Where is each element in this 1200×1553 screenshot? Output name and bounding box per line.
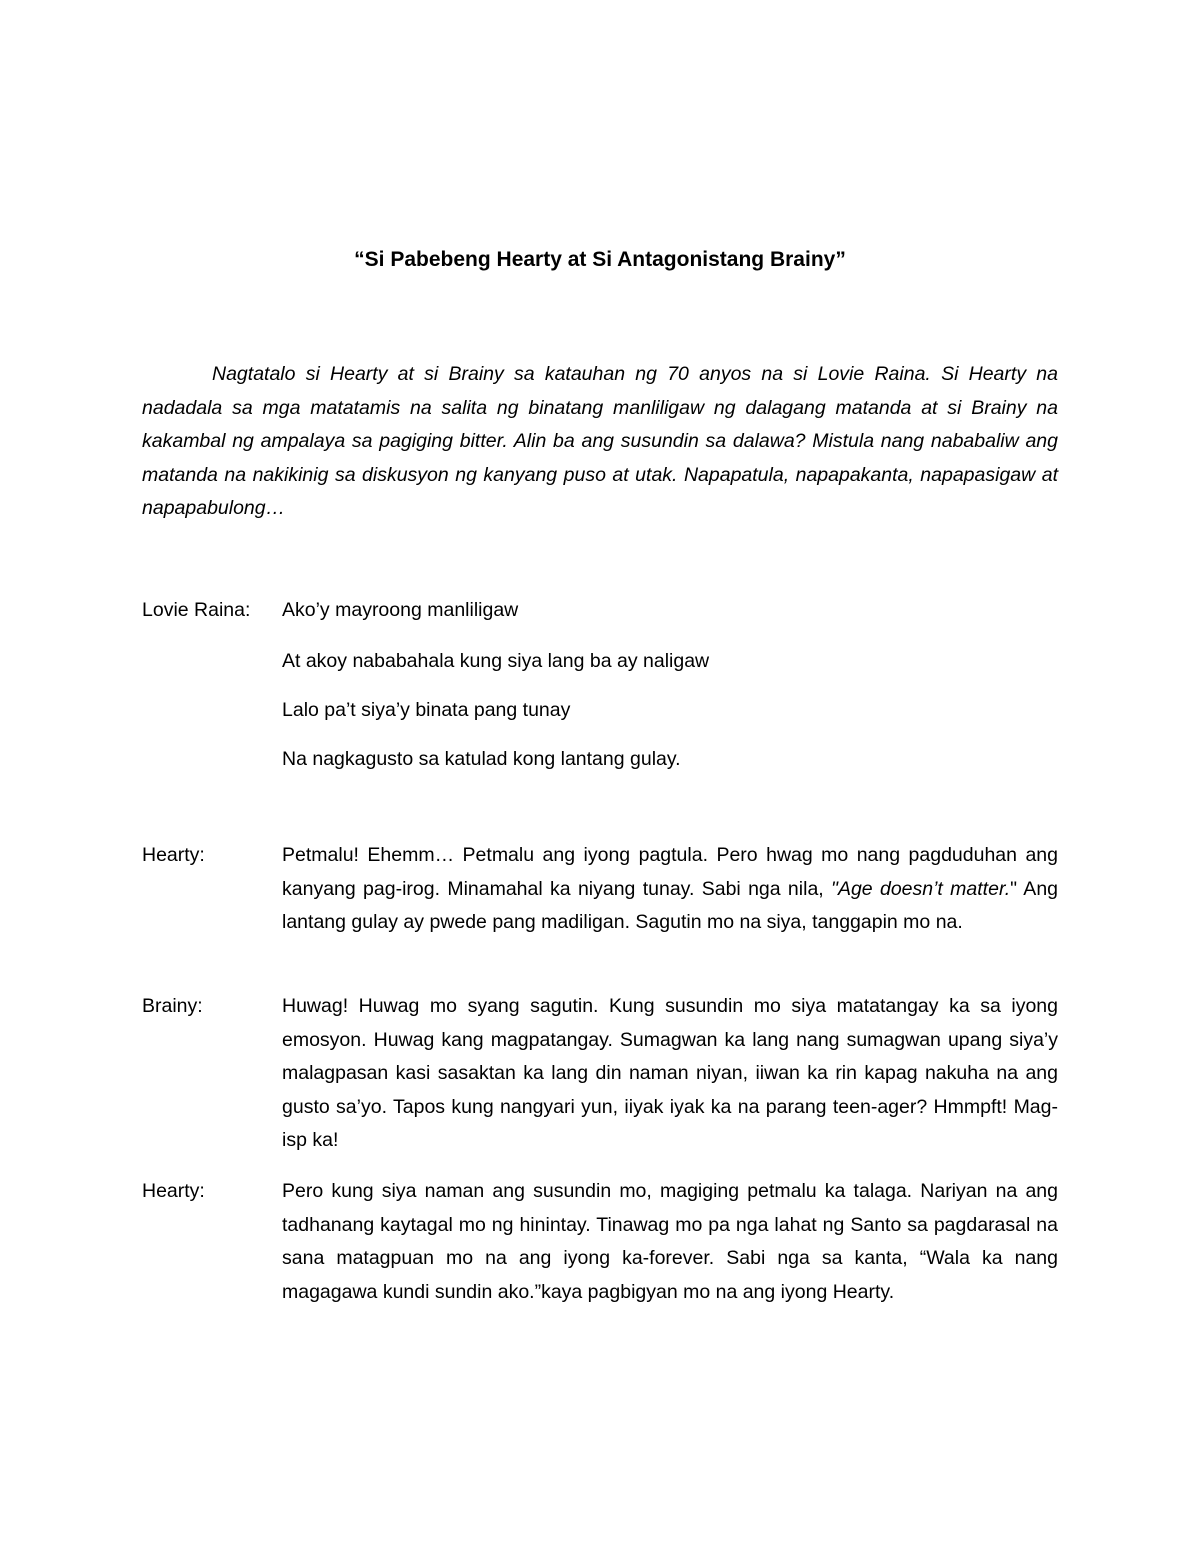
poem-line-2: At akoy nababahala kung siya lang ba ay naligaw: [282, 650, 710, 672]
speech-hearty-1: [282, 839, 1058, 940]
speech-hearty-2: Pero kung siya naman ang susundin mo, magiging petmalu ka talaga. Nariyan na ang tadhanang kaytagal mo ng hinintay. Tinawag mo pa nga lahat ng Santo sa pagdarasal na sana matagpuan mo na ang iyong ka-forever. Sabi nga sa kanta, “Wala ka nang magagawa kundi sundin ako.”kaya pagbigyan mo na ang iyong Hearty.: [282, 1180, 1058, 1303]
document-title: “Si Pabebeng Hearty at Si Antagonistang Brainy”: [354, 248, 846, 271]
speaker-label-lovie-raina: Lovie Raina:: [142, 599, 251, 621]
poem-line-1: Ako’y mayroong manliligaw: [282, 599, 519, 621]
speech-hearty-1-text-after: " Ang lantang gulay ay pwede pang madiligan. Sagutin mo na siya, tanggapin mo na.: [282, 877, 1059, 933]
poem-line-3: Lalo pa’t siya’y binata pang tunay: [282, 699, 571, 721]
speech-hearty-1-quote: "Age doesn’t matter.: [831, 877, 1011, 900]
intro-paragraph: Nagtatalo si Hearty at si Brainy sa katauhan ng 70 anyos na si Lovie Raina. Si Hearty na nadadala sa mga matatamis na salita ng binatang manliligaw ng dalagang matanda at si Brainy na kakambal ng ampalaya sa pagiging bitter. Alin ba ang susundin sa dalawa? Mistula nang nababaliw ang matanda na nakikinig sa diskusyon ng kanyang puso at utak. Napapatula, napapakanta, napapasigaw at napapabulong…: [142, 363, 1058, 519]
poem-line-4: Na nagkagusto sa katulad kong lantang gulay.: [282, 748, 681, 770]
speaker-label-hearty-2: Hearty:: [142, 1180, 205, 1202]
speech-brainy: Huwag! Huwag mo syang sagutin. Kung susundin mo siya matatangay ka sa iyong emosyon. Huwag kang magpatangay. Sumagwan ka lang nang sumagwan upang siya’y malagpasan kasi sasaktan ka lang din naman niyan, iiwan ka rin kapag nakuha na ang gusto sa’yo. Tapos kung nangyari yun, iiyak iyak ka na parang teen-ager? Hmmpft! Mag-isp ka!: [282, 995, 1058, 1151]
speaker-label-hearty-1: Hearty:: [142, 844, 205, 866]
speaker-label-brainy: Brainy:: [142, 995, 203, 1017]
speech-hearty-1-text: Petmalu! Ehemm… Petmalu ang iyong pagtula. Pero hwag mo nang pagduduhan ang kanyang pag-irog. Minamahal ka niyang tunay. Sabi nga nila,: [282, 844, 1058, 900]
